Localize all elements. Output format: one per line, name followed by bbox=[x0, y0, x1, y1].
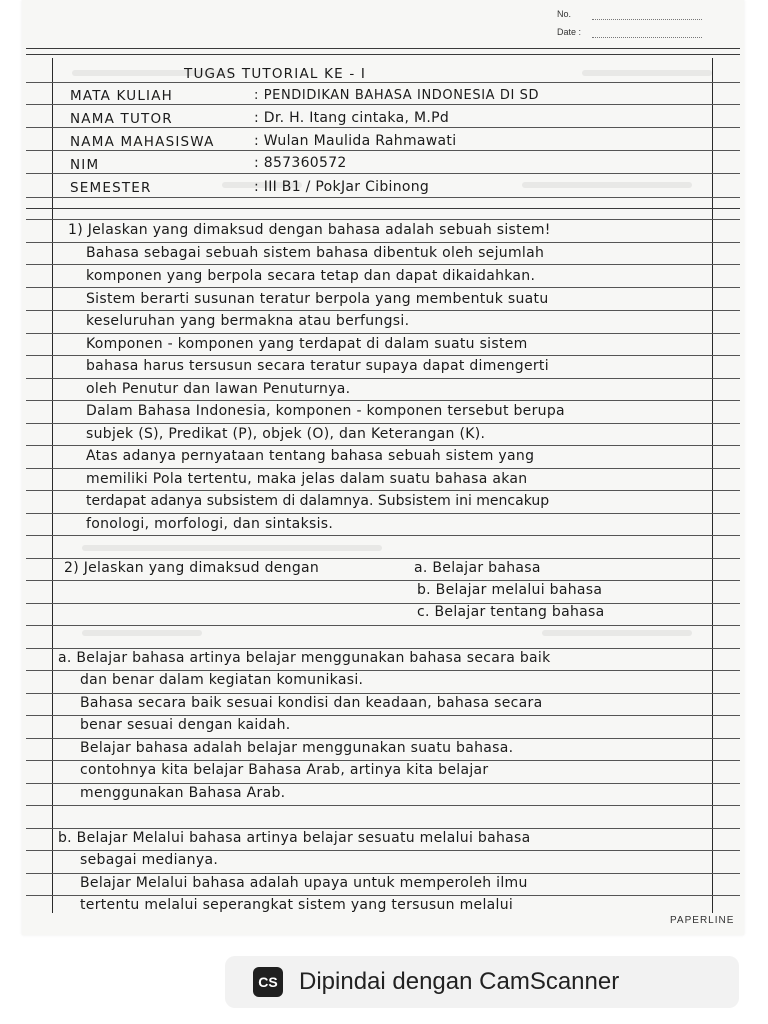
question-1-line: terdapat adanya subsistem di dalamnya. Subsistem ini mencakup bbox=[86, 493, 550, 509]
field-value: : Dr. H. Itang cintaka, M.Pd bbox=[254, 110, 450, 126]
ruled-line bbox=[26, 738, 740, 739]
camscanner-watermark bbox=[225, 956, 739, 1008]
paper-brand-logo: PAPERLINE bbox=[670, 915, 735, 926]
show-through-mark bbox=[82, 630, 202, 636]
field-value: : PENDIDIKAN BAHASA INDONESIA DI SD bbox=[254, 88, 540, 103]
ruled-line bbox=[26, 310, 740, 311]
ruled-line bbox=[26, 400, 740, 401]
field-label: NAMA MAHASISWA bbox=[70, 134, 215, 150]
question-1-line: Sistem berarti susunan teratur berpola yang membentuk suatu bbox=[86, 291, 549, 307]
answer-a-line: benar sesuai dengan kaidah. bbox=[80, 717, 291, 733]
top-rule bbox=[26, 48, 740, 49]
ruled-line bbox=[26, 355, 740, 356]
question-1-line: komponen yang berpola secara tetap dan dapat dikaidahkan. bbox=[86, 268, 536, 284]
ruled-line bbox=[26, 173, 740, 174]
question-1-line: keseluruhan yang bermakna atau berfungsi. bbox=[86, 313, 410, 329]
header-no-label: No. bbox=[557, 9, 572, 19]
ruled-line bbox=[26, 580, 740, 581]
ruled-line bbox=[26, 805, 740, 806]
answer-a-line: Bahasa secara baik sesuai kondisi dan keadaan, bahasa secara bbox=[80, 695, 543, 711]
field-label: NIM bbox=[70, 157, 100, 173]
left-margin-line bbox=[52, 58, 53, 913]
show-through-mark bbox=[542, 630, 692, 636]
ruled-line bbox=[26, 873, 740, 874]
answer-a-line: contohnya kita belajar Bahasa Arab, artinya kita belajar bbox=[80, 762, 489, 778]
answer-a-line: dan benar dalam kegiatan komunikasi. bbox=[80, 672, 364, 688]
ruled-line bbox=[26, 378, 740, 379]
answer-b-line: b. Belajar Melalui bahasa artinya belajar sesuatu melalui bahasa bbox=[58, 830, 531, 846]
answer-a-line: menggunakan Bahasa Arab. bbox=[80, 785, 286, 801]
ruled-line bbox=[26, 603, 740, 604]
answer-b-line: Belajar Melalui bahasa adalah upaya untuk memperoleh ilmu bbox=[80, 875, 528, 891]
header-date-line bbox=[592, 37, 702, 38]
ruled-line bbox=[26, 150, 740, 151]
ruled-line bbox=[26, 648, 740, 649]
question-1-line: fonologi, morfologi, dan sintaksis. bbox=[86, 516, 334, 532]
question-1-line: oleh Penutur dan lawan Penuturnya. bbox=[86, 381, 351, 397]
question-1-line: 1) Jelaskan yang dimaksud dengan bahasa adalah sebuah sistem! bbox=[68, 222, 551, 238]
ruled-line bbox=[26, 895, 740, 896]
question-1-line: Bahasa sebagai sebuah sistem bahasa dibentuk oleh sejumlah bbox=[86, 245, 545, 261]
show-through-mark bbox=[82, 545, 382, 551]
question-2-option: a. Belajar bahasa bbox=[414, 560, 541, 576]
ruled-line bbox=[26, 850, 740, 851]
answer-b-line: sebagai medianya. bbox=[80, 852, 219, 868]
field-value: : III B1 / PokJar Cibinong bbox=[254, 179, 430, 195]
ruled-line bbox=[26, 693, 740, 694]
ruled-line bbox=[26, 82, 740, 83]
ruled-line bbox=[26, 445, 740, 446]
question-1-line: Atas adanya pernyataan tentang bahasa sebuah sistem yang bbox=[86, 448, 535, 464]
question-1-line: subjek (S), Predikat (P), objek (O), dan Keterangan (K). bbox=[86, 426, 486, 442]
show-through-mark bbox=[522, 182, 692, 188]
question-1-line: Dalam Bahasa Indonesia, komponen - komponen tersebut berupa bbox=[86, 403, 565, 419]
field-label: MATA KULIAH bbox=[70, 88, 174, 104]
field-label: NAMA TUTOR bbox=[70, 111, 173, 127]
ruled-line bbox=[26, 783, 740, 784]
ruled-line bbox=[26, 468, 740, 469]
answer-b-line: tertentu melalui seperangkat sistem yang tersusun melalui bbox=[80, 897, 514, 913]
top-rule-2 bbox=[26, 54, 740, 55]
answer-a-line: Belajar bahasa adalah belajar menggunakan suatu bahasa. bbox=[80, 740, 514, 756]
ruled-line bbox=[26, 625, 740, 626]
header-no-line bbox=[592, 19, 702, 20]
ruled-line bbox=[26, 264, 740, 265]
ruled-line bbox=[26, 127, 740, 128]
show-through-mark bbox=[582, 70, 712, 76]
answer-a-line: a. Belajar bahasa artinya belajar menggunakan bahasa secara baik bbox=[58, 650, 551, 666]
scanned-notebook-page bbox=[22, 0, 744, 935]
camscanner-icon: CS bbox=[253, 967, 283, 997]
ruled-line bbox=[26, 670, 740, 671]
section-divider bbox=[26, 208, 740, 209]
assignment-title: TUGAS TUTORIAL KE - I bbox=[184, 66, 367, 82]
ruled-line bbox=[26, 513, 740, 514]
ruled-line bbox=[26, 287, 740, 288]
ruled-line bbox=[26, 219, 740, 220]
question-2-option: c. Belajar tentang bahasa bbox=[417, 604, 605, 620]
question-1-line: bahasa harus tersusun secara teratur supaya dapat dimengerti bbox=[86, 358, 549, 374]
ruled-line bbox=[26, 558, 740, 559]
field-value: : Wulan Maulida Rahmawati bbox=[254, 133, 457, 149]
question-1-line: Komponen - komponen yang terdapat di dalam suatu sistem bbox=[86, 336, 528, 352]
ruled-line bbox=[26, 828, 740, 829]
ruled-line bbox=[26, 242, 740, 243]
header-date-label: Date : bbox=[557, 27, 582, 37]
right-margin-line bbox=[712, 58, 713, 913]
ruled-line bbox=[26, 423, 740, 424]
field-label: SEMESTER bbox=[70, 180, 152, 196]
field-value: : 857360572 bbox=[254, 155, 347, 171]
ruled-line bbox=[26, 333, 740, 334]
question-2-prompt: 2) Jelaskan yang dimaksud dengan bbox=[64, 560, 320, 576]
ruled-line bbox=[26, 715, 740, 716]
ruled-line bbox=[26, 760, 740, 761]
ruled-line bbox=[26, 197, 740, 198]
question-2-option: b. Belajar melalui bahasa bbox=[417, 582, 603, 598]
ruled-line bbox=[26, 104, 740, 105]
camscanner-text: Dipindai dengan CamScanner bbox=[299, 968, 620, 995]
ruled-line bbox=[26, 490, 740, 491]
ruled-line bbox=[26, 535, 740, 536]
question-1-line: memiliki Pola tertentu, maka jelas dalam suatu bahasa akan bbox=[86, 471, 528, 487]
